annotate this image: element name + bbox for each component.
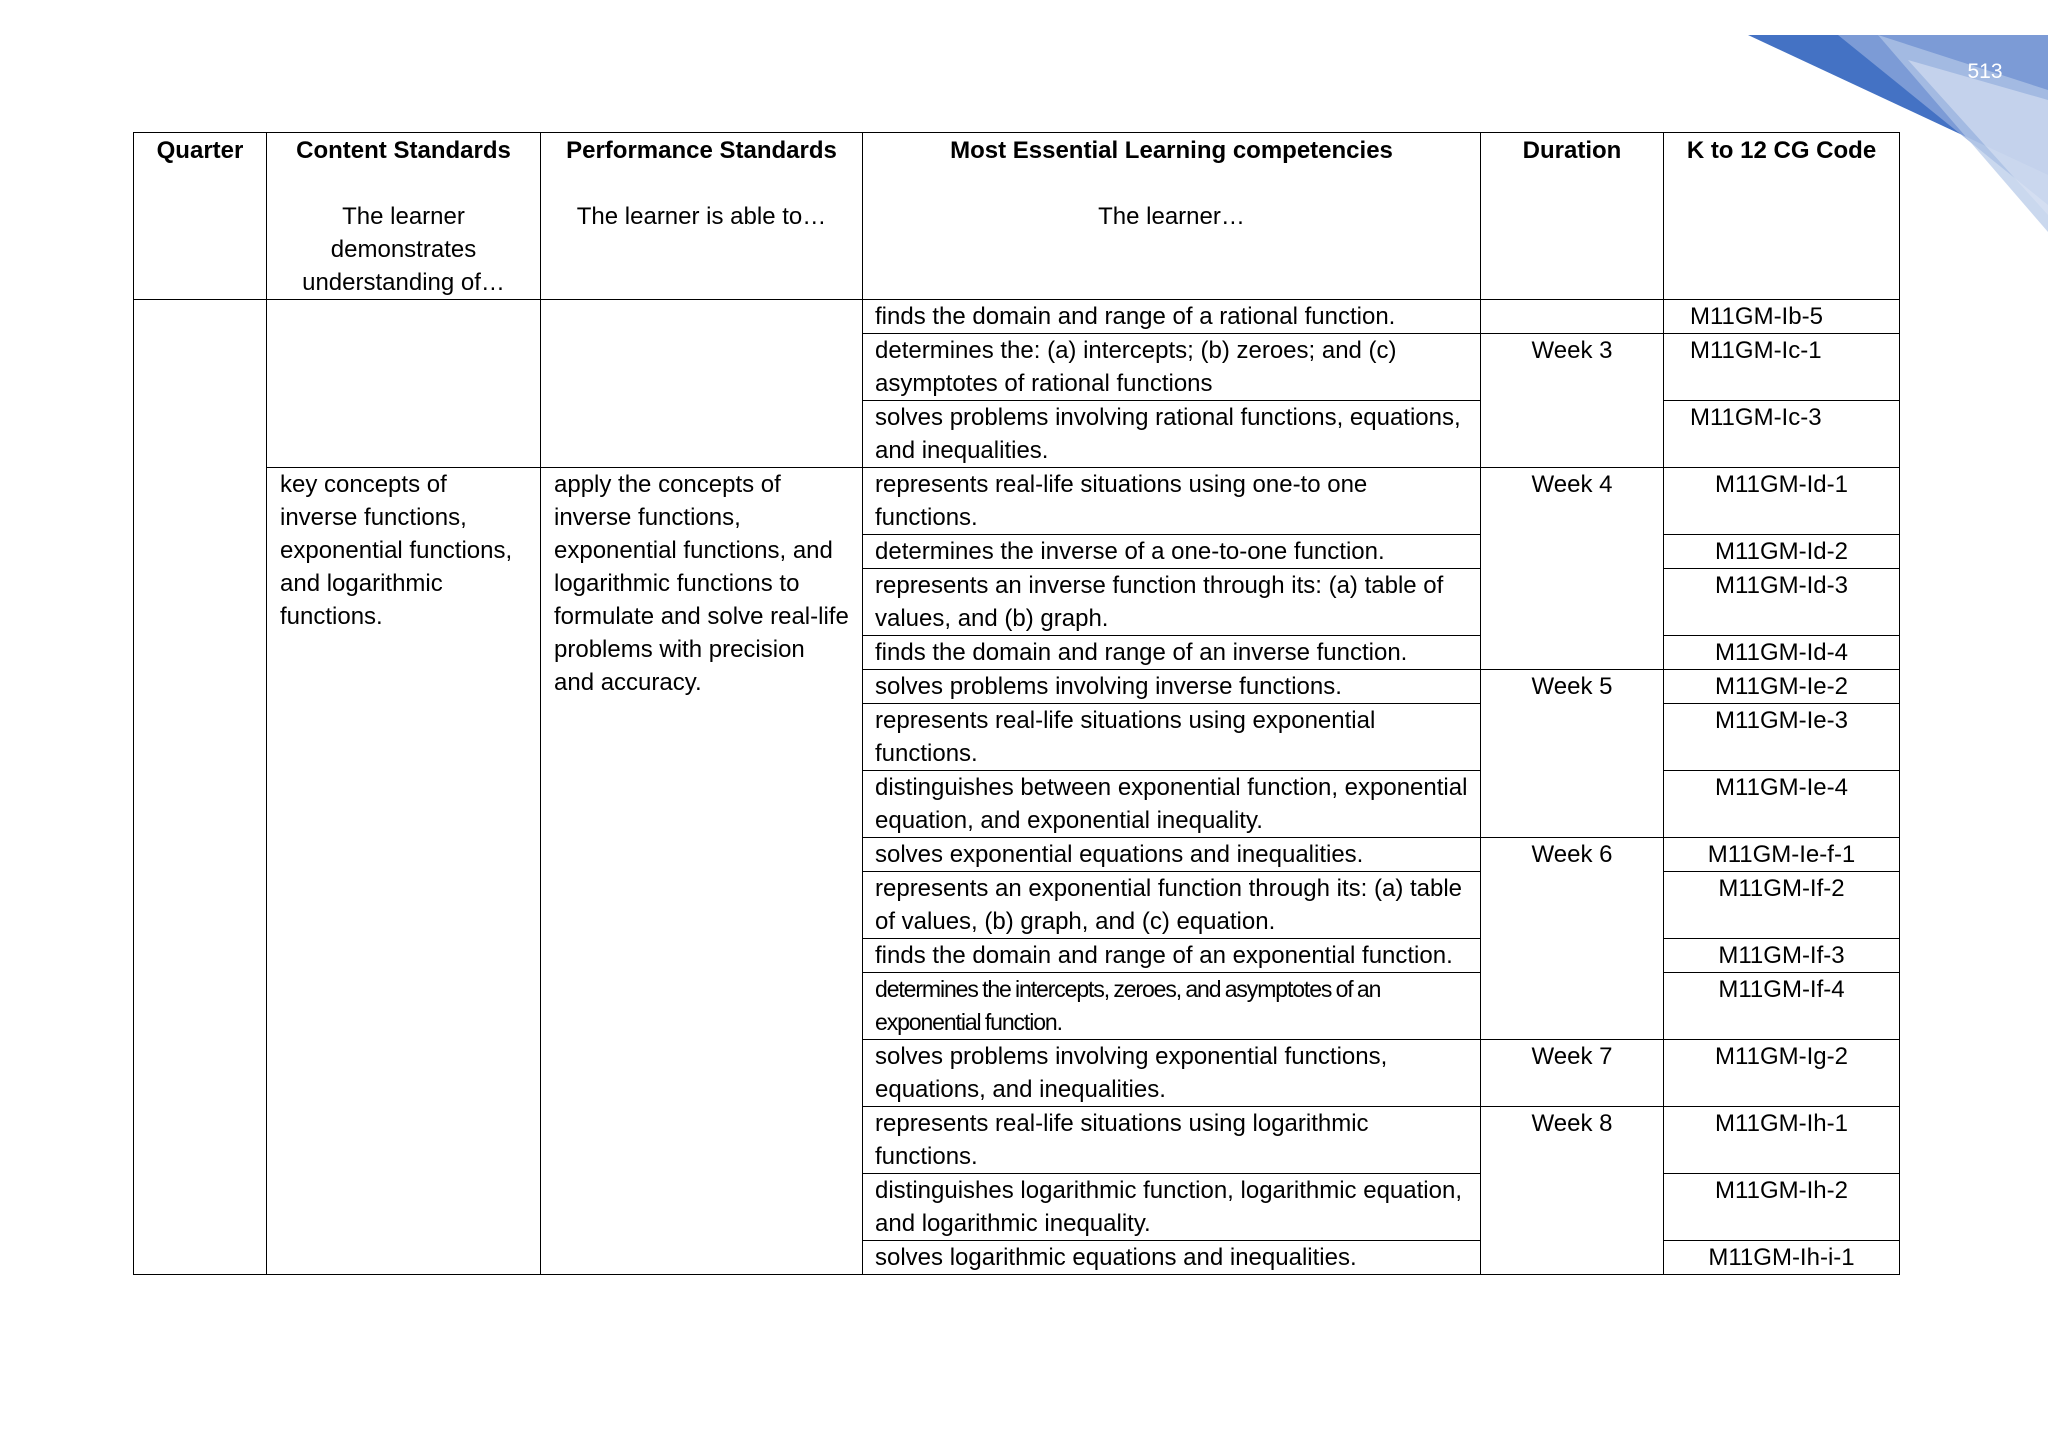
- competency-cell: finds the domain and range of an inverse function.: [863, 636, 1481, 670]
- competency-cell: distinguishes logarithmic function, logarithmic equation, and logarithmic inequality.: [863, 1174, 1481, 1241]
- code-cell: M11GM-Ig-2: [1664, 1040, 1900, 1107]
- header-content-standards-sub: The learner demonstrates understanding of…: [302, 203, 505, 296]
- competency-cell: finds the domain and range of a rational function.: [863, 300, 1481, 334]
- quarter-cell: [134, 300, 267, 1275]
- melc-table: [133, 132, 1900, 1275]
- competency-cell: determines the inverse of a one-to-one function.: [863, 535, 1481, 569]
- header-duration: Duration: [1481, 133, 1664, 300]
- competency-cell: finds the domain and range of an exponential function.: [863, 939, 1481, 973]
- header-competencies-sub: The learner…: [1098, 203, 1245, 230]
- code-cell: M11GM-Id-2: [1664, 535, 1900, 569]
- performance-standard-cell: apply the concepts of inverse functions, exponential functions, and logarithmic functions to formulate and solve real-life problems with precision and accuracy.: [541, 468, 863, 1275]
- duration-cell: [1481, 300, 1664, 334]
- code-cell: M11GM-Ic-3: [1664, 401, 1900, 468]
- competency-cell: determines the intercepts, zeroes, and asymptotes of an exponential function.: [863, 973, 1481, 1040]
- competency-cell: determines the: (a) intercepts; (b) zeroes; and (c) asymptotes of rational functions: [863, 334, 1481, 401]
- competency-cell: represents real-life situations using one-to one functions.: [863, 468, 1481, 535]
- performance-standard-cell: [541, 300, 863, 468]
- code-cell: M11GM-Id-4: [1664, 636, 1900, 670]
- code-cell: M11GM-Ih-2: [1664, 1174, 1900, 1241]
- duration-cell: Week 8: [1481, 1107, 1664, 1275]
- header-performance-standards-sub: The learner is able to…: [576, 203, 827, 230]
- header-quarter: Quarter: [134, 133, 267, 300]
- duration-cell: Week 4: [1481, 468, 1664, 670]
- competency-cell: represents real-life situations using exponential functions.: [863, 704, 1481, 771]
- page-number: 513: [1967, 60, 2003, 83]
- code-cell: M11GM-Id-3: [1664, 569, 1900, 636]
- code-cell: M11GM-Ic-1: [1664, 334, 1900, 401]
- header-content-standards: Content Standards The learner demonstrates understanding of…: [267, 133, 541, 300]
- code-cell: M11GM-Ie-f-1: [1664, 838, 1900, 872]
- duration-cell: Week 6: [1481, 838, 1664, 1040]
- table-row: [134, 468, 1900, 535]
- code-cell: M11GM-Ie-4: [1664, 771, 1900, 838]
- table-row: [134, 300, 1900, 334]
- header-code: K to 12 CG Code: [1664, 133, 1900, 300]
- content-standard-cell: [267, 300, 541, 468]
- competency-cell: solves problems involving rational functions, equations, and inequalities.: [863, 401, 1481, 468]
- code-cell: M11GM-If-4: [1664, 973, 1900, 1040]
- competency-cell: represents an inverse function through its: (a) table of values, and (b) graph.: [863, 569, 1481, 636]
- content-standard-cell: key concepts of inverse functions, exponential functions, and logarithmic functions.: [267, 468, 541, 1275]
- duration-cell: Week 5: [1481, 670, 1664, 838]
- duration-cell: Week 3: [1481, 334, 1664, 468]
- table-header-row: [134, 133, 1900, 300]
- competency-cell: solves problems involving exponential functions, equations, and inequalities.: [863, 1040, 1481, 1107]
- header-competencies: Most Essential Learning competencies The learner…: [863, 133, 1481, 300]
- code-cell: M11GM-If-2: [1664, 872, 1900, 939]
- code-cell: M11GM-Ih-1: [1664, 1107, 1900, 1174]
- code-cell: M11GM-Id-1: [1664, 468, 1900, 535]
- competency-cell: distinguishes between exponential function, exponential equation, and exponential inequality.: [863, 771, 1481, 838]
- code-cell: M11GM-If-3: [1664, 939, 1900, 973]
- competency-cell: solves exponential equations and inequalities.: [863, 838, 1481, 872]
- competency-cell: represents real-life situations using logarithmic functions.: [863, 1107, 1481, 1174]
- code-cell: M11GM-Ie-3: [1664, 704, 1900, 771]
- code-cell: M11GM-Ib-5: [1664, 300, 1900, 334]
- competency-cell: represents an exponential function through its: (a) table of values, (b) graph, and (c) equation.: [863, 872, 1481, 939]
- competency-cell: solves problems involving inverse functions.: [863, 670, 1481, 704]
- header-performance-standards: Performance Standards The learner is able to…: [541, 133, 863, 300]
- competency-cell: solves logarithmic equations and inequalities.: [863, 1241, 1481, 1275]
- code-cell: M11GM-Ie-2: [1664, 670, 1900, 704]
- code-cell: M11GM-Ih-i-1: [1664, 1241, 1900, 1275]
- duration-cell: Week 7: [1481, 1040, 1664, 1107]
